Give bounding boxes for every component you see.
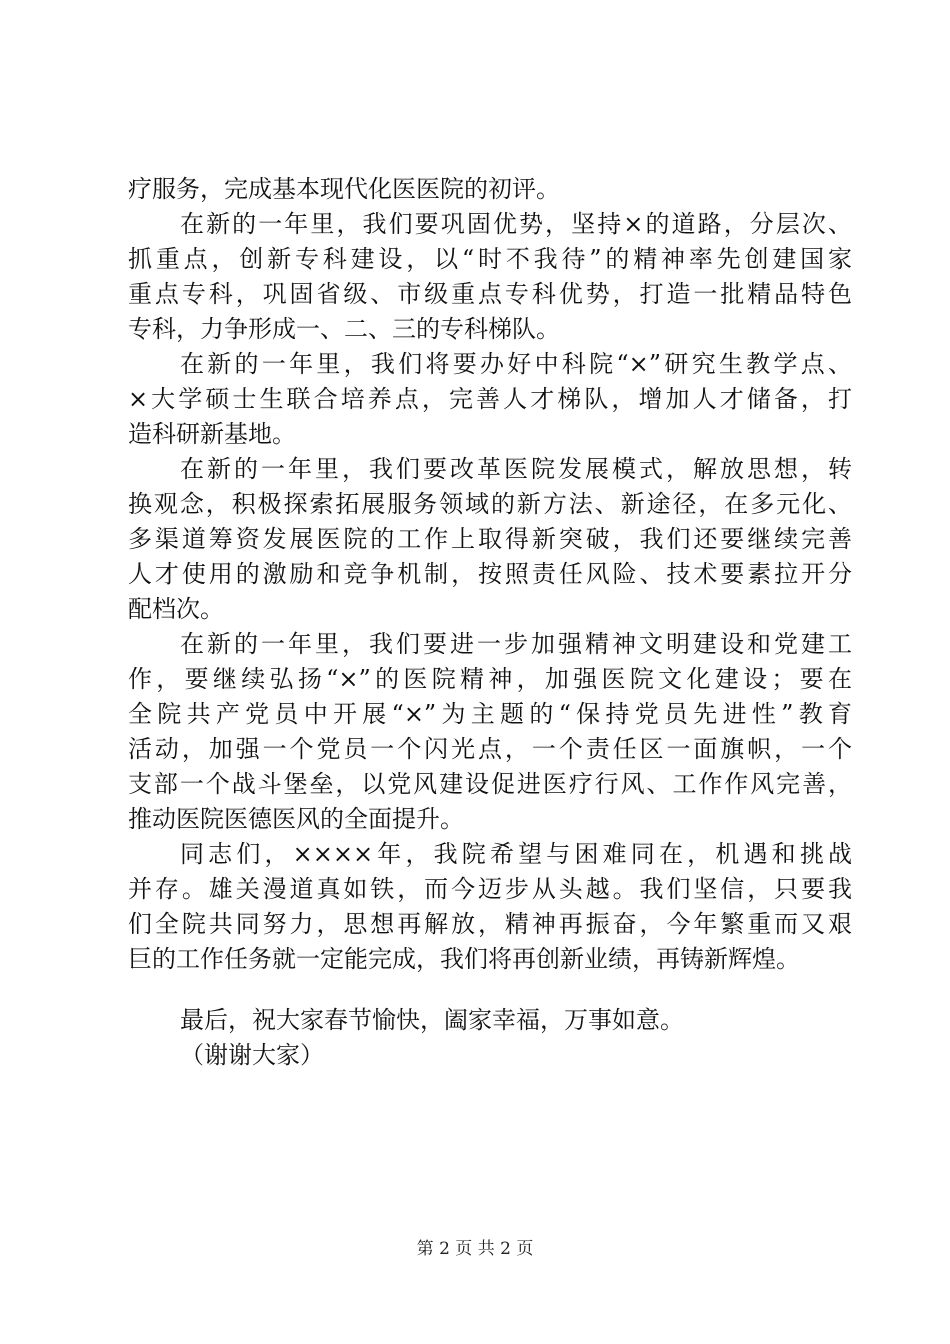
text-line: 作，要继续弘扬“×”的医院精神，加强医院文化建设；要在 — [128, 665, 852, 693]
paragraph-first-line: 在新的一年里，我们要进一步加强精神文明建设和党建工 — [180, 630, 852, 658]
text-line: 推动医院医德医风的全面提升。 — [128, 805, 464, 833]
text-line: 们全院共同努力，思想再解放，精神再振奋，今年繁重而又艰 — [128, 910, 852, 938]
text-line: 疗服务，完成基本现代化医医院的初评。 — [128, 175, 560, 203]
text-line: 活动，加强一个党员一个闪光点，一个责任区一面旗帜，一个 — [128, 735, 852, 763]
document-body — [128, 172, 852, 1073]
paragraph-first-line: 在新的一年里，我们将要办好中科院“×”研究生教学点、 — [180, 350, 852, 378]
closing-greeting: 最后，祝大家春节愉快，阖家幸福，万事如意。 — [180, 1006, 684, 1034]
text-line: 巨的工作任务就一定能完成，我们将再创新业绩，再铸新辉煌。 — [128, 945, 800, 973]
paragraph-first-line: 同志们，××××年，我院希望与困难同在，机遇和挑战 — [180, 840, 852, 868]
text-line: ×大学硕士生联合培养点，完善人才梯队，增加人才储备，打 — [128, 385, 852, 413]
paragraph-first-line: 在新的一年里，我们要巩固优势，坚持×的道路，分层次、 — [180, 210, 852, 238]
text-line: 全院共产党员中开展“×”为主题的“保持党员先进性”教育 — [128, 700, 852, 728]
text-line: 配档次。 — [128, 595, 224, 623]
paragraph-first-line: 在新的一年里，我们要改革医院发展模式，解放思想，转 — [180, 455, 852, 483]
page-number-footer: 第 2 页 共 2 页 — [416, 1239, 534, 1259]
text-line: 专科，力争形成一、二、三的专科梯队。 — [128, 315, 560, 343]
text-line: 多渠道筹资发展医院的工作上取得新突破，我们还要继续完善 — [128, 525, 852, 553]
closing-thanks: （谢谢大家） — [180, 1041, 324, 1069]
text-line: 支部一个战斗堡垒，以党风建设促进医疗行风、工作作风完善， — [128, 770, 852, 798]
text-line: 造科研新基地。 — [128, 420, 296, 448]
paragraph-gap — [128, 977, 852, 1003]
text-line: 换观念，积极探索拓展服务领域的新方法、新途径，在多元化、 — [128, 490, 852, 518]
text-line: 并存。雄关漫道真如铁，而今迈步从头越。我们坚信，只要我 — [128, 875, 852, 903]
text-line: 人才使用的激励和竞争机制，按照责任风险、技术要素拉开分 — [128, 560, 852, 588]
text-line: 抓重点，创新专科建设，以“时不我待”的精神率先创建国家 — [128, 245, 852, 273]
text-line: 重点专科，巩固省级、市级重点专科优势，打造一批精品特色 — [128, 280, 852, 308]
